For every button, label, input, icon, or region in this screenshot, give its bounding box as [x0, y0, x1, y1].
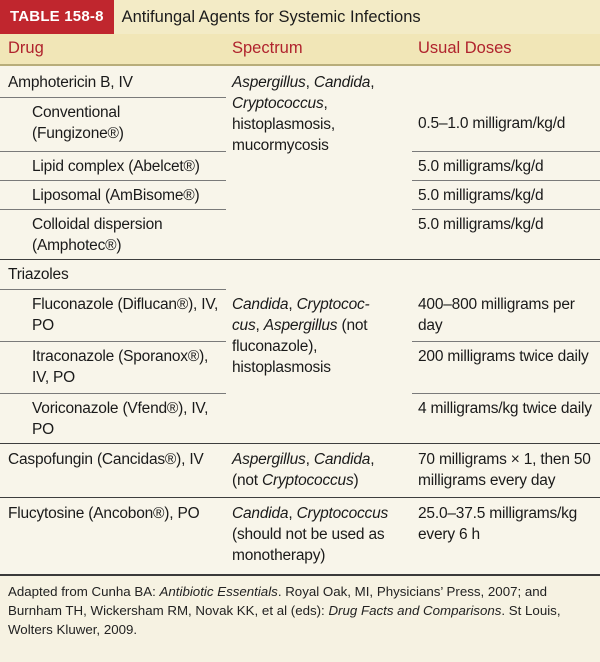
organism-cryptococcus: Cryptococcus [262, 472, 354, 489]
footnote-part-3: . St Louis, Wolters Kluwer, 2009. [8, 603, 561, 637]
organism-cryptococcus: Cryptococcus [232, 95, 324, 112]
table-header-row [0, 34, 600, 66]
row-divider [412, 341, 600, 342]
section-divider [0, 259, 600, 260]
row-divider [0, 97, 226, 98]
dose-amphotericin-lipid: 5.0 milligrams/kg/d [418, 158, 544, 175]
spectrum-amphotericin-rest: histoplasmosis, mucormycosis [232, 116, 335, 154]
dose-fluconazole: 400–800 milligrams per day [418, 296, 575, 334]
organism-cryptococcus: Cryptococcus [296, 505, 389, 522]
spectrum-amphotericin: Aspergillus, Candida, Cryptococcus, histoplasmosis, mucormycosis [232, 74, 375, 154]
spectrum-caspofungin: Aspergillus, Candida, (not Cryptococcus) [232, 451, 375, 489]
drug-group-triazoles: Triazoles [8, 266, 69, 283]
spectrum-flucytosine: Candida, Cryptococcus (should not be used as monotherapy) [232, 505, 389, 564]
table-bottom-rule [0, 574, 600, 576]
dose-voriconazole: 4 milligrams/kg twice daily [418, 400, 592, 417]
row-divider [0, 151, 226, 152]
organism-cryptococcus: Cryptococ- cus [232, 296, 370, 334]
organism-candida: Candida [232, 505, 289, 522]
footnote-book-1: Antibiotic Essentials [159, 584, 278, 599]
spectrum-triazoles: Candida, Cryptococ- cus, Aspergillus (not fluconazole), histoplasmosis [232, 296, 370, 376]
organism-candida: Candida [232, 296, 289, 313]
row-divider [0, 289, 226, 290]
row-divider [412, 180, 600, 181]
organism-candida: Candida [313, 451, 371, 468]
footnote-part-2: . Royal Oak, MI, Physicians’ Press, 2007; and Burnham TH, Wickersham RM, Novak KK, et al (eds): [8, 584, 548, 618]
row-divider [0, 393, 226, 394]
drug-caspofungin: Caspofungin (Cancidas®), IV [8, 451, 204, 468]
table-title-bar [0, 0, 600, 35]
organism-aspergillus: Aspergillus [232, 451, 306, 468]
drug-amphotericin-liposomal: Liposomal (AmBisome®) [32, 187, 200, 204]
spectrum-caspofungin-not: (not [232, 472, 258, 489]
row-divider [412, 393, 600, 394]
table-body [0, 66, 600, 574]
drug-amphotericin-colloidal: Colloidal dispersion (Amphotec®) [32, 216, 163, 254]
row-divider [0, 341, 226, 342]
drug-itraconazole: Itraconazole (Sporanox®), IV, PO [32, 348, 209, 386]
dose-amphotericin-colloidal: 5.0 milligrams/kg/d [418, 216, 544, 233]
row-divider [412, 209, 600, 210]
table-footnote [8, 582, 594, 639]
drug-voriconazole: Voriconazole (Vfend®), IV, PO [32, 400, 209, 438]
dose-amphotericin-liposomal: 5.0 milligrams/kg/d [418, 187, 544, 204]
row-divider [0, 180, 226, 181]
spectrum-flucytosine-note: (should not be used as monotherapy) [232, 526, 385, 564]
dose-flucytosine: 25.0–37.5 milligrams/kg every 6 h [418, 505, 578, 543]
table-title: Antifungal Agents for Systemic Infections [121, 7, 421, 26]
row-divider [412, 151, 600, 152]
organism-candida: Candida [313, 74, 371, 91]
dose-itraconazole: 200 milligrams twice daily [418, 348, 589, 365]
drug-fluconazole: Fluconazole (Diflucan®), IV, PO [32, 296, 219, 334]
drug-flucytosine: Flucytosine (Ancobon®), PO [8, 505, 200, 522]
dose-amphotericin-conventional: 0.5–1.0 milligram/kg/d [418, 115, 566, 132]
spectrum-triazoles-not: (not fluconazole), [232, 317, 368, 355]
spectrum-caspofungin-close: ) [353, 472, 359, 489]
organism-aspergillus: Aspergillus [232, 74, 306, 91]
table-number-badge: TABLE 158-8 [0, 0, 114, 34]
section-divider [0, 443, 600, 444]
footnote-book-2: Drug Facts and Comparisons [328, 603, 502, 618]
drug-amphotericin-conventional: Conventional (Fungizone®) [32, 104, 124, 142]
column-header-spectrum: Spectrum [232, 39, 303, 57]
section-divider [0, 497, 600, 498]
organism-aspergillus: Aspergillus [263, 317, 338, 334]
row-divider [0, 209, 226, 210]
dose-caspofungin: 70 milligrams × 1, then 50 milligrams every day [418, 451, 591, 489]
spectrum-triazoles-histo: histoplasmosis [232, 359, 331, 376]
column-header-doses: Usual Doses [418, 39, 512, 57]
drug-group-amphotericin: Amphotericin B, IV [8, 74, 133, 91]
drug-amphotericin-lipid: Lipid complex (Abelcet®) [32, 158, 200, 175]
column-header-drug: Drug [8, 39, 44, 57]
footnote-part-1: Adapted from Cunha BA: [8, 584, 156, 599]
